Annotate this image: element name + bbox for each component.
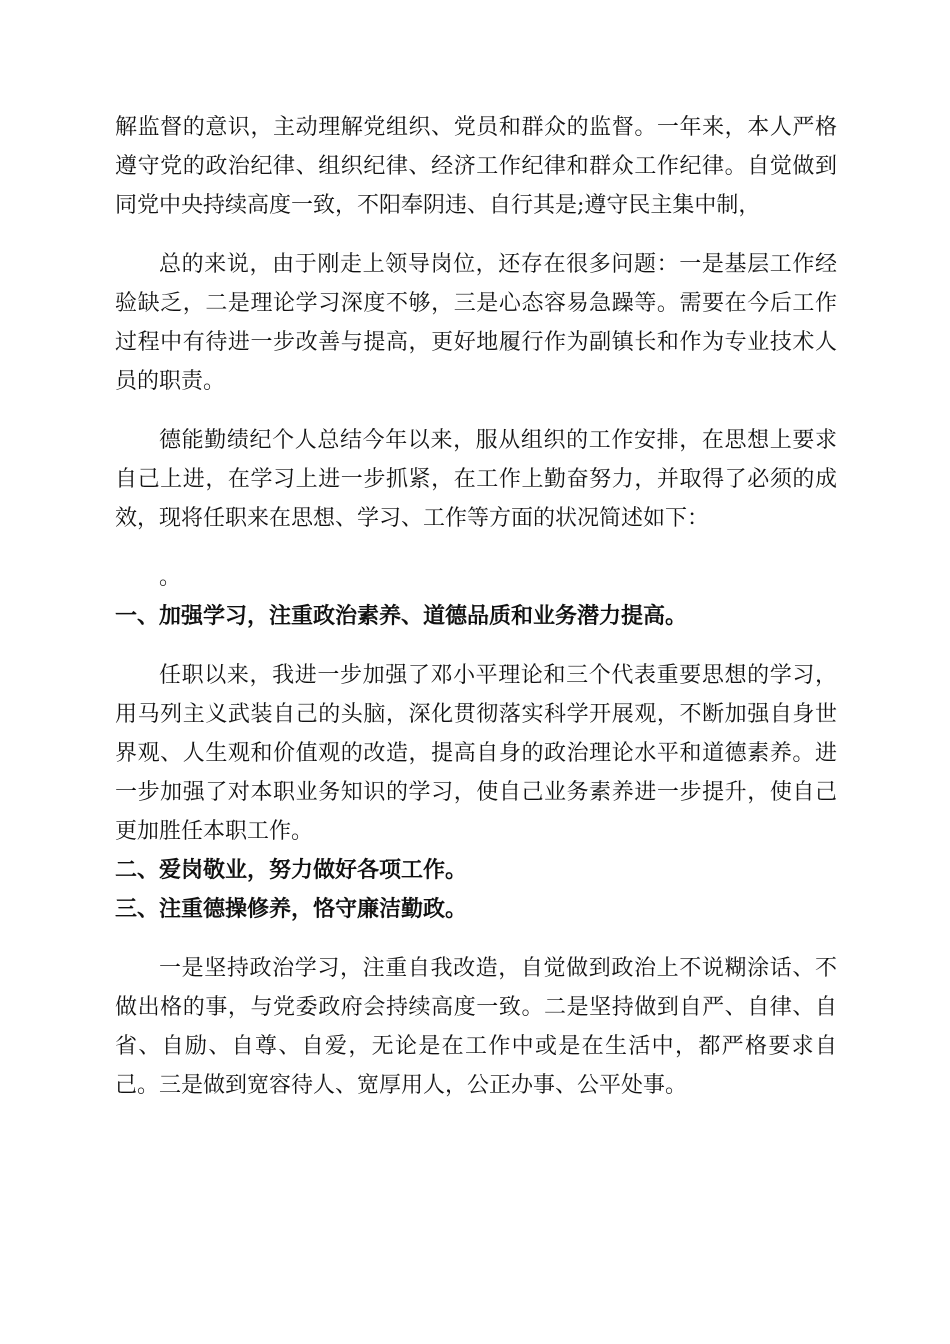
- paragraph-summary-problems: 总的来说，由于刚走上领导岗位，还存在很多问题：一是基层工作经验缺乏，二是理论学习深度不够，三是心态容易急躁等。需要在今后工作过程中有待进一步改善与提高，更好地履行作为副镇长和作为专业技术人员的职责。: [115, 252, 837, 394]
- paragraph-period: 。: [159, 565, 182, 590]
- document-page: [115, 108, 837, 1105]
- paragraph-study: 任职以来，我进一步加强了邓小平理论和三个代表重要思想的学习，用马列主义武装自己的头脑，深化贯彻落实科学开展观，不断加强自身世界观、人生观和价值观的改造，提高自身的政治理论水平和道德素养。进一步加强了对本职业务知识的学习，使自己业务素养进一步提升，使自己更加胜任本职工作。: [115, 663, 837, 844]
- paragraph-intro: 德能勤绩纪个人总结今年以来，服从组织的工作安排，在思想上要求自己上进，在学习上进一步抓紧，在工作上勤奋努力，并取得了必须的成效，现将任职来在思想、学习、工作等方面的状况简述如下：: [115, 428, 837, 531]
- section-heading-3: 三、注重德操修养，恪守廉洁勤政。: [115, 896, 468, 922]
- section-heading-1: 一、加强学习，注重政治素养、道德品质和业务潜力提高。: [115, 603, 688, 629]
- paragraph-integrity: 一是坚持政治学习，注重自我改造，自觉做到政治上不说糊涂话、不做出格的事，与党委政府会持续高度一致。二是坚持做到自严、自律、自省、自励、自尊、自爱，无论是在工作中或是在生活中，都严格要求自己。三是做到宽容待人、宽厚用人，公正办事、公平处事。: [115, 956, 837, 1098]
- section-heading-2: 二、爱岗敬业，努力做好各项工作。: [115, 857, 468, 883]
- paragraph-supervision: 解监督的意识，主动理解党组织、党员和群众的监督。一年来，本人严格遵守党的政治纪律、组织纪律、经济工作纪律和群众工作纪律。自觉做到同党中央持续高度一致，不阳奉阴违、自行其是;遵守民主集中制，: [115, 115, 837, 218]
